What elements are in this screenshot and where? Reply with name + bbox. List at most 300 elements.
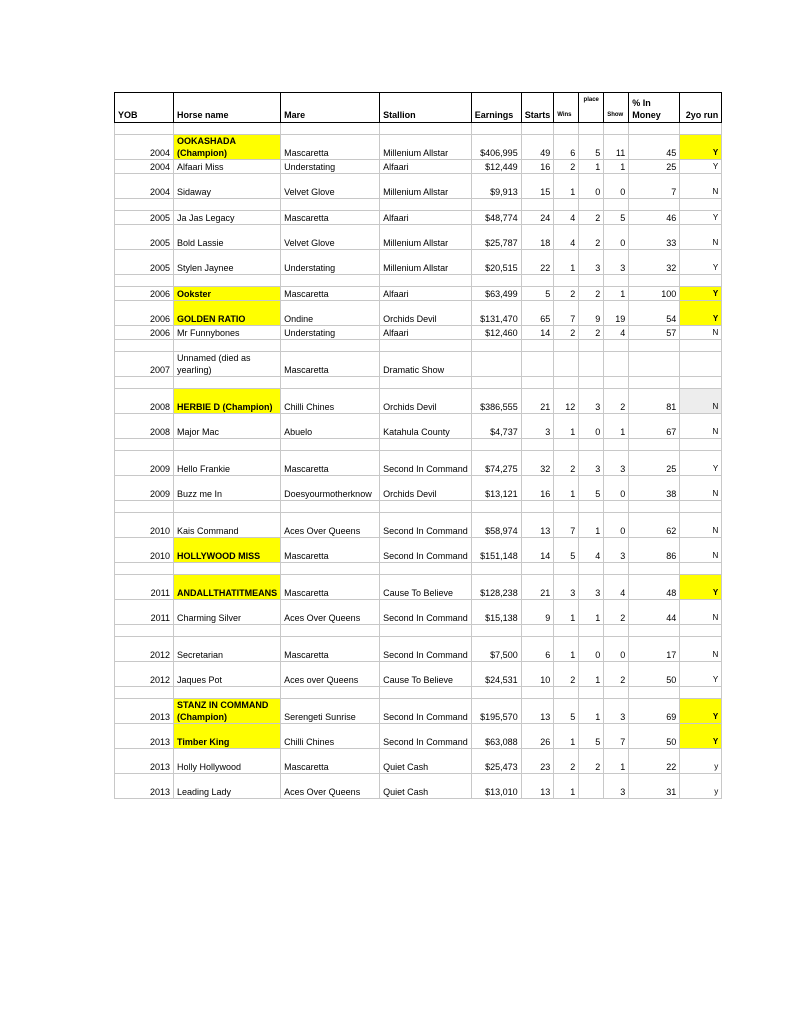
cell-wins: 2	[554, 451, 579, 476]
cell-wins: 5	[554, 538, 579, 563]
cell-2yo-run: Y	[680, 135, 722, 160]
cell-wins: 1	[554, 637, 579, 662]
cell-money-pct: 57	[629, 326, 680, 340]
cell-earnings: $386,555	[471, 389, 521, 414]
cell-show	[604, 352, 629, 377]
cell-mare: Serengeti Sunrise	[281, 699, 380, 724]
cell-2yo-run: Y	[680, 451, 722, 476]
cell-wins: 2	[554, 287, 579, 301]
cell-mare: Mascaretta	[281, 575, 380, 600]
cell-stallion: Second In Command	[380, 724, 472, 749]
cell-mare: Aces Over Queens	[281, 600, 380, 625]
cell-2yo-run: N	[680, 414, 722, 439]
table-row	[115, 699, 722, 724]
cell-stallion: Second In Command	[380, 699, 472, 724]
blank-row	[115, 377, 722, 389]
empty-cell	[604, 340, 629, 352]
cell-money-pct	[629, 352, 680, 377]
empty-cell	[680, 501, 722, 513]
cell-yob: 2010	[115, 538, 174, 563]
table-row	[115, 414, 722, 439]
cell-mare: Aces Over Queens	[281, 513, 380, 538]
table-row	[115, 724, 722, 749]
cell-earnings: $24,531	[471, 662, 521, 687]
empty-cell	[629, 377, 680, 389]
cell-stallion: Second In Command	[380, 513, 472, 538]
cell-yob: 2013	[115, 774, 174, 799]
cell-place: 5	[579, 724, 604, 749]
cell-starts: 14	[521, 538, 554, 563]
empty-cell	[554, 501, 579, 513]
empty-cell	[174, 377, 281, 389]
cell-starts: 32	[521, 451, 554, 476]
cell-starts: 21	[521, 575, 554, 600]
cell-2yo-run: Y	[680, 724, 722, 749]
empty-cell	[174, 563, 281, 575]
cell-2yo-run: Y	[680, 250, 722, 275]
table-row	[115, 600, 722, 625]
table-row	[115, 326, 722, 340]
cell-money-pct: 62	[629, 513, 680, 538]
cell-starts: 26	[521, 724, 554, 749]
cell-place: 1	[579, 513, 604, 538]
cell-money-pct: 54	[629, 301, 680, 326]
blank-row	[115, 687, 722, 699]
header-place: place	[579, 93, 604, 123]
cell-mare: Abuelo	[281, 414, 380, 439]
table-row	[115, 225, 722, 250]
cell-show: 7	[604, 724, 629, 749]
cell-starts: 22	[521, 250, 554, 275]
cell-yob: 2009	[115, 451, 174, 476]
cell-mare: Aces Over Queens	[281, 774, 380, 799]
cell-horse-name: Ja Jas Legacy	[174, 211, 281, 225]
cell-stallion: Katahula County	[380, 414, 472, 439]
cell-starts: 18	[521, 225, 554, 250]
cell-starts: 65	[521, 301, 554, 326]
cell-earnings: $15,138	[471, 600, 521, 625]
empty-cell	[554, 199, 579, 211]
empty-cell	[521, 687, 554, 699]
cell-horse-name: Major Mac	[174, 414, 281, 439]
cell-yob: 2006	[115, 326, 174, 340]
cell-place: 3	[579, 575, 604, 600]
empty-cell	[680, 199, 722, 211]
table-row	[115, 575, 722, 600]
table-row	[115, 352, 722, 377]
empty-cell	[554, 123, 579, 135]
cell-2yo-run: Y	[680, 699, 722, 724]
cell-show: 3	[604, 774, 629, 799]
cell-place: 5	[579, 476, 604, 501]
cell-horse-name: Leading Lady	[174, 774, 281, 799]
cell-2yo-run: Y	[680, 662, 722, 687]
empty-cell	[579, 377, 604, 389]
empty-cell	[579, 687, 604, 699]
cell-stallion: Millenium Allstar	[380, 225, 472, 250]
header-show: Show	[604, 93, 629, 123]
cell-wins: 5	[554, 699, 579, 724]
cell-horse-name: STANZ IN COMMAND (Champion)	[174, 699, 281, 724]
cell-wins: 2	[554, 326, 579, 340]
empty-cell	[174, 340, 281, 352]
cell-earnings: $12,460	[471, 326, 521, 340]
cell-stallion: Alfaari	[380, 326, 472, 340]
empty-cell	[579, 439, 604, 451]
empty-cell	[380, 687, 472, 699]
cell-starts: 15	[521, 174, 554, 199]
cell-horse-name: HOLLYWOOD MISS	[174, 538, 281, 563]
empty-cell	[604, 377, 629, 389]
cell-2yo-run: Y	[680, 575, 722, 600]
cell-earnings: $25,787	[471, 225, 521, 250]
cell-money-pct: 48	[629, 575, 680, 600]
cell-earnings: $12,449	[471, 160, 521, 174]
header-stallion: Stallion	[380, 93, 472, 123]
cell-horse-name: Unnamed (died as yearling)	[174, 352, 281, 377]
cell-money-pct: 67	[629, 414, 680, 439]
cell-yob: 2012	[115, 662, 174, 687]
cell-starts: 23	[521, 749, 554, 774]
cell-stallion: Alfaari	[380, 287, 472, 301]
cell-money-pct: 33	[629, 225, 680, 250]
cell-wins: 1	[554, 724, 579, 749]
pedigree-table	[114, 92, 722, 799]
blank-row	[115, 563, 722, 575]
cell-2yo-run: N	[680, 326, 722, 340]
cell-mare: Mascaretta	[281, 538, 380, 563]
cell-stallion: Alfaari	[380, 211, 472, 225]
cell-horse-name: Bold Lassie	[174, 225, 281, 250]
cell-money-pct: 25	[629, 451, 680, 476]
cell-yob: 2009	[115, 476, 174, 501]
cell-earnings: $7,500	[471, 637, 521, 662]
cell-place: 1	[579, 699, 604, 724]
cell-show: 3	[604, 699, 629, 724]
cell-mare: Mascaretta	[281, 451, 380, 476]
cell-place: 2	[579, 287, 604, 301]
cell-show: 19	[604, 301, 629, 326]
empty-cell	[629, 199, 680, 211]
table-row	[115, 637, 722, 662]
empty-cell	[680, 377, 722, 389]
empty-cell	[680, 340, 722, 352]
header-money-pct: % In	[632, 98, 651, 108]
empty-cell	[281, 377, 380, 389]
empty-cell	[115, 625, 174, 637]
cell-horse-name: Timber King	[174, 724, 281, 749]
cell-earnings: $13,121	[471, 476, 521, 501]
cell-show: 1	[604, 287, 629, 301]
empty-cell	[521, 501, 554, 513]
cell-wins: 1	[554, 174, 579, 199]
empty-cell	[579, 625, 604, 637]
cell-starts: 14	[521, 326, 554, 340]
blank-row	[115, 199, 722, 211]
cell-stallion: Second In Command	[380, 600, 472, 625]
cell-mare: Understating	[281, 160, 380, 174]
empty-cell	[579, 340, 604, 352]
empty-cell	[604, 275, 629, 287]
cell-stallion: Orchids Devil	[380, 301, 472, 326]
empty-cell	[174, 687, 281, 699]
empty-cell	[604, 687, 629, 699]
cell-show: 3	[604, 250, 629, 275]
cell-earnings: $195,570	[471, 699, 521, 724]
cell-starts: 21	[521, 389, 554, 414]
cell-wins: 6	[554, 135, 579, 160]
cell-earnings: $74,275	[471, 451, 521, 476]
cell-money-pct: 38	[629, 476, 680, 501]
cell-horse-name: Secretarian	[174, 637, 281, 662]
empty-cell	[174, 199, 281, 211]
header-horse-name: Horse name	[174, 93, 281, 123]
empty-cell	[115, 501, 174, 513]
empty-cell	[471, 377, 521, 389]
cell-mare: Mascaretta	[281, 211, 380, 225]
cell-stallion: Orchids Devil	[380, 476, 472, 501]
header-money	[629, 93, 680, 123]
cell-money-pct: 100	[629, 287, 680, 301]
cell-wins: 1	[554, 476, 579, 501]
cell-yob: 2004	[115, 135, 174, 160]
cell-place: 2	[579, 211, 604, 225]
cell-horse-name: Hello Frankie	[174, 451, 281, 476]
cell-show: 0	[604, 174, 629, 199]
cell-horse-name: OOKASHADA (Champion)	[174, 135, 281, 160]
cell-money-pct: 50	[629, 724, 680, 749]
cell-2yo-run: N	[680, 389, 722, 414]
empty-cell	[629, 123, 680, 135]
empty-cell	[115, 377, 174, 389]
cell-horse-name: Sidaway	[174, 174, 281, 199]
empty-cell	[115, 123, 174, 135]
cell-starts: 10	[521, 662, 554, 687]
empty-cell	[629, 501, 680, 513]
cell-starts: 16	[521, 476, 554, 501]
cell-mare: Mascaretta	[281, 637, 380, 662]
cell-mare: Understating	[281, 250, 380, 275]
empty-cell	[471, 563, 521, 575]
empty-cell	[629, 563, 680, 575]
empty-cell	[554, 687, 579, 699]
cell-earnings: $151,148	[471, 538, 521, 563]
cell-stallion: Quiet Cash	[380, 749, 472, 774]
empty-cell	[471, 687, 521, 699]
cell-horse-name: Mr Funnybones	[174, 326, 281, 340]
empty-cell	[680, 439, 722, 451]
empty-cell	[629, 340, 680, 352]
cell-money-pct: 25	[629, 160, 680, 174]
cell-2yo-run: y	[680, 749, 722, 774]
empty-cell	[380, 439, 472, 451]
empty-cell	[281, 199, 380, 211]
table-row	[115, 211, 722, 225]
empty-cell	[579, 563, 604, 575]
empty-cell	[380, 340, 472, 352]
cell-horse-name: Ookster	[174, 287, 281, 301]
cell-money-pct: 17	[629, 637, 680, 662]
cell-earnings: $20,515	[471, 250, 521, 275]
cell-stallion: Alfaari	[380, 160, 472, 174]
empty-cell	[521, 439, 554, 451]
cell-money-pct: 22	[629, 749, 680, 774]
cell-wins: 1	[554, 250, 579, 275]
empty-cell	[471, 123, 521, 135]
cell-earnings: $63,499	[471, 287, 521, 301]
cell-place: 3	[579, 389, 604, 414]
cell-yob: 2005	[115, 250, 174, 275]
header-2yo-run: 2yo run	[680, 93, 722, 123]
empty-cell	[604, 123, 629, 135]
cell-2yo-run: N	[680, 174, 722, 199]
cell-show: 3	[604, 538, 629, 563]
empty-cell	[281, 501, 380, 513]
empty-cell	[281, 625, 380, 637]
cell-show: 11	[604, 135, 629, 160]
cell-show: 3	[604, 451, 629, 476]
cell-starts: 9	[521, 600, 554, 625]
cell-yob: 2013	[115, 724, 174, 749]
cell-stallion: Second In Command	[380, 451, 472, 476]
cell-earnings: $9,913	[471, 174, 521, 199]
table-row	[115, 389, 722, 414]
cell-wins: 7	[554, 513, 579, 538]
table-row	[115, 513, 722, 538]
cell-wins: 1	[554, 774, 579, 799]
empty-cell	[680, 563, 722, 575]
cell-yob: 2006	[115, 287, 174, 301]
cell-money-pct: 46	[629, 211, 680, 225]
cell-place: 2	[579, 326, 604, 340]
empty-cell	[281, 439, 380, 451]
cell-yob: 2012	[115, 637, 174, 662]
cell-starts: 13	[521, 699, 554, 724]
empty-cell	[281, 340, 380, 352]
empty-cell	[554, 625, 579, 637]
cell-show: 0	[604, 476, 629, 501]
cell-place: 1	[579, 160, 604, 174]
cell-2yo-run	[680, 352, 722, 377]
blank-row	[115, 340, 722, 352]
blank-row	[115, 625, 722, 637]
cell-yob: 2013	[115, 749, 174, 774]
table-row	[115, 476, 722, 501]
header-money-label: Money	[632, 110, 661, 120]
cell-show: 2	[604, 662, 629, 687]
cell-earnings: $25,473	[471, 749, 521, 774]
cell-stallion: Dramatic Show	[380, 352, 472, 377]
cell-place: 9	[579, 301, 604, 326]
cell-starts: 13	[521, 774, 554, 799]
cell-mare: Velvet Glove	[281, 225, 380, 250]
cell-horse-name: Stylen Jaynee	[174, 250, 281, 275]
cell-mare: Mascaretta	[281, 749, 380, 774]
cell-place: 3	[579, 250, 604, 275]
empty-cell	[174, 123, 281, 135]
empty-cell	[554, 340, 579, 352]
cell-mare: Mascaretta	[281, 287, 380, 301]
empty-cell	[604, 625, 629, 637]
cell-2yo-run: N	[680, 538, 722, 563]
empty-cell	[680, 123, 722, 135]
blank-row	[115, 123, 722, 135]
cell-show: 1	[604, 414, 629, 439]
empty-cell	[629, 625, 680, 637]
cell-show: 4	[604, 326, 629, 340]
empty-cell	[380, 563, 472, 575]
empty-cell	[115, 439, 174, 451]
cell-yob: 2007	[115, 352, 174, 377]
header-mare: Mare	[281, 93, 380, 123]
cell-2yo-run: y	[680, 774, 722, 799]
cell-horse-name: Alfaari Miss	[174, 160, 281, 174]
cell-earnings: $406,995	[471, 135, 521, 160]
cell-money-pct: 69	[629, 699, 680, 724]
cell-earnings: $13,010	[471, 774, 521, 799]
cell-earnings: $131,470	[471, 301, 521, 326]
cell-starts: 49	[521, 135, 554, 160]
cell-horse-name: ANDALLTHATITMEANS	[174, 575, 281, 600]
empty-cell	[380, 123, 472, 135]
empty-cell	[579, 199, 604, 211]
empty-cell	[680, 625, 722, 637]
cell-horse-name: Buzz me In	[174, 476, 281, 501]
cell-wins: 1	[554, 414, 579, 439]
header-starts: Starts	[521, 93, 554, 123]
cell-money-pct: 86	[629, 538, 680, 563]
cell-horse-name: Kais Command	[174, 513, 281, 538]
table-row	[115, 174, 722, 199]
empty-cell	[554, 563, 579, 575]
cell-wins: 2	[554, 662, 579, 687]
cell-wins	[554, 352, 579, 377]
cell-show: 0	[604, 225, 629, 250]
empty-cell	[521, 199, 554, 211]
empty-cell	[115, 687, 174, 699]
cell-place	[579, 774, 604, 799]
empty-cell	[521, 275, 554, 287]
cell-money-pct: 50	[629, 662, 680, 687]
cell-starts	[521, 352, 554, 377]
table-row	[115, 135, 722, 160]
cell-place: 0	[579, 414, 604, 439]
cell-show: 0	[604, 513, 629, 538]
cell-mare: Doesyourmotherknow	[281, 476, 380, 501]
cell-yob: 2010	[115, 513, 174, 538]
empty-cell	[579, 501, 604, 513]
cell-starts: 13	[521, 513, 554, 538]
empty-cell	[579, 275, 604, 287]
empty-cell	[471, 199, 521, 211]
cell-money-pct: 45	[629, 135, 680, 160]
table-row	[115, 301, 722, 326]
cell-2yo-run: Y	[680, 287, 722, 301]
table-row	[115, 160, 722, 174]
empty-cell	[115, 340, 174, 352]
empty-cell	[629, 439, 680, 451]
blank-row	[115, 501, 722, 513]
empty-cell	[629, 275, 680, 287]
cell-stallion: Second In Command	[380, 637, 472, 662]
cell-starts: 24	[521, 211, 554, 225]
cell-2yo-run: Y	[680, 211, 722, 225]
header-yob: YOB	[115, 93, 174, 123]
table-row	[115, 287, 722, 301]
cell-horse-name: Holly Hollywood	[174, 749, 281, 774]
empty-cell	[680, 687, 722, 699]
cell-stallion: Millenium Allstar	[380, 250, 472, 275]
